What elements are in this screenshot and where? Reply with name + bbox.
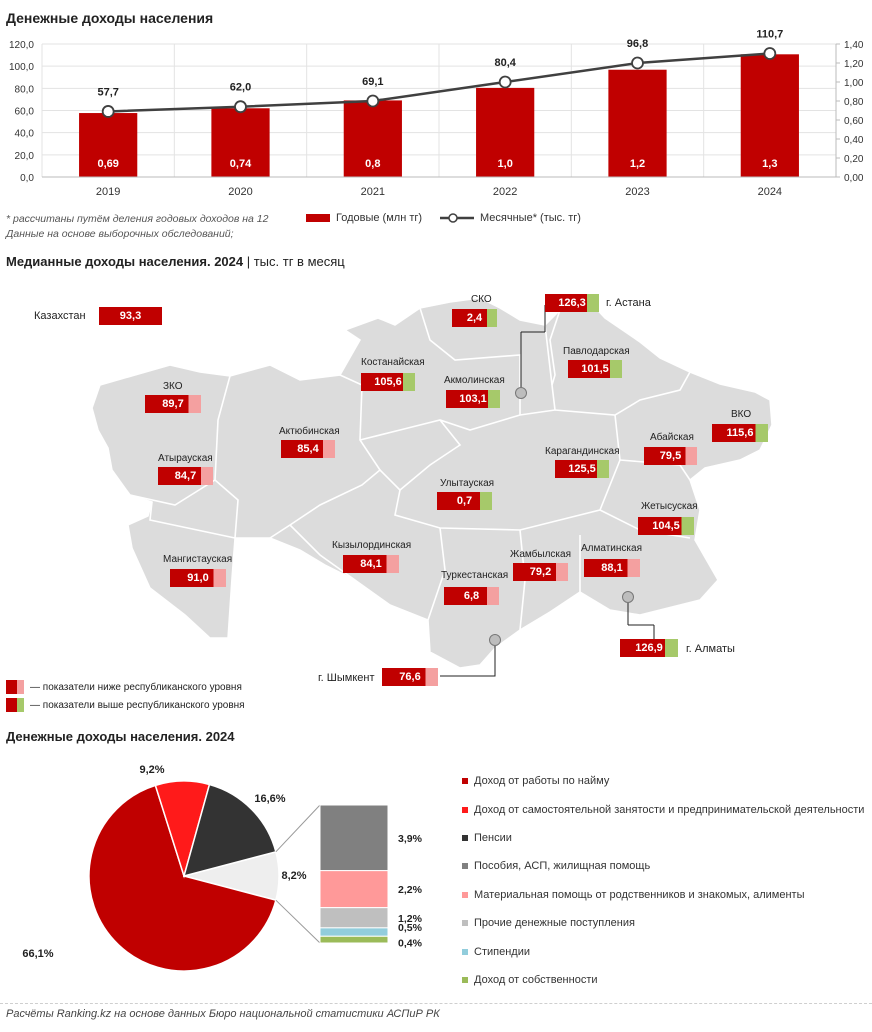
region-zhambyl-label: Жамбылская [510, 549, 571, 560]
region-shymkent-value: 76,6 [382, 668, 438, 686]
region-zhambyl-value: 79,2 [513, 563, 568, 581]
line-data-label: 1,2 [629, 158, 646, 170]
breakdown-segment [320, 871, 388, 908]
shymkent-marker [490, 635, 501, 646]
footer-divider [0, 1003, 872, 1004]
pie-legend-label: Пособия, АСП, жилищная помощь [474, 860, 651, 873]
region-almaty-obl-value: 88,1 [584, 559, 640, 577]
legend-high-swatch [6, 698, 24, 712]
y-tick-label: 120,0 [8, 40, 34, 51]
region-almaty-city-value: 126,9 [620, 639, 678, 657]
pie-legend-item [462, 824, 864, 852]
pie-legend-swatch [462, 835, 468, 841]
bar-data-label: 80,4 [494, 57, 516, 69]
region-vko-value: 115,6 [712, 424, 768, 442]
y-tick-label: 80,0 [14, 84, 34, 96]
line-data-label: 1,0 [497, 158, 513, 170]
y-tick-label: 40,0 [14, 128, 34, 140]
breakdown-segment [320, 928, 388, 936]
map-title-rest: | тыс. тг в месяц [243, 254, 345, 269]
pie-legend-swatch [462, 977, 468, 983]
bar-data-label: 110,7 [756, 30, 784, 41]
pie-legend-item [462, 966, 864, 994]
region-abai-value: 79,5 [644, 447, 697, 465]
pie-legend-label: Стипендии [474, 945, 530, 958]
region-zhetysu-label: Жетысуская [641, 501, 698, 512]
region-pavlodar-label: Павлодарская [563, 346, 630, 357]
legend-high [6, 698, 245, 712]
x-tick-label: 2023 [625, 186, 650, 198]
map-title [6, 254, 345, 269]
pie-legend-swatch [462, 807, 468, 813]
pie-legend-label: Доход от работы по найму [474, 775, 610, 788]
legend-low [6, 680, 242, 694]
pie-slice-label: 16,6% [254, 793, 286, 805]
pie-connector [276, 900, 320, 943]
x-tick-label: 2024 [757, 186, 783, 198]
legend-high-label: — показатели выше республиканского уровня [30, 699, 245, 711]
pie-legend [462, 767, 864, 994]
region-mangistau-value: 91,0 [170, 569, 226, 587]
region-karaganda-label: Карагандинская [545, 446, 620, 457]
region-shymkent-label: г. Шымкент [318, 672, 375, 684]
region-astana-label: г. Астана [606, 297, 651, 309]
line-point [235, 101, 246, 112]
x-tick-label: 2020 [228, 186, 253, 198]
y2-tick-label: 1,20 [844, 59, 864, 70]
region-almaty-city-label: г. Алматы [686, 643, 735, 655]
pie-legend-swatch [462, 778, 468, 784]
pie-slice-label: 8,2% [281, 870, 307, 882]
region-mangistau-label: Мангистауская [163, 554, 233, 565]
bar-legend-swatch [306, 214, 330, 222]
pie-legend-label: Пенсии [474, 831, 512, 844]
legend-low-swatch [6, 680, 24, 694]
region-pavlodar-value: 101,5 [568, 360, 622, 378]
breakdown-label: 0,5% [398, 922, 422, 935]
legend-low-label: — показатели ниже республиканского уровня [30, 681, 242, 693]
line-point [103, 106, 114, 117]
region-akmola-label: Акмолинская [444, 375, 505, 386]
footnote-1: * рассчитаны путём деления годовых доходов на 12 [6, 213, 269, 225]
line-point [500, 77, 511, 88]
region-zko-value: 89,7 [145, 395, 201, 413]
region-kyzylorda-label: Кызылординская [332, 540, 412, 551]
region-abai-label: Абайская [650, 432, 694, 443]
breakdown-label: 3,9% [398, 832, 422, 845]
line-legend [440, 212, 581, 224]
y2-tick-label: 1,00 [844, 78, 864, 89]
breakdown-label: 1,2% [398, 912, 422, 925]
x-tick-label: 2019 [95, 186, 121, 198]
pie-legend-swatch [462, 949, 468, 955]
breakdown-label: 2,2% [398, 884, 422, 897]
pie-slice-label: 9,2% [139, 764, 165, 776]
region-karaganda-value: 125,5 [555, 460, 609, 478]
pie-legend-swatch [462, 892, 468, 898]
footnote-2: Данные на основе выборочных обследований; [6, 228, 234, 240]
y-tick-label: 0,0 [20, 173, 34, 184]
region-zhetysu-value: 104,5 [638, 517, 694, 535]
region-vko-label: ВКО [731, 409, 752, 420]
line-data-label: 1,3 [762, 158, 778, 170]
x-tick-label: 2022 [492, 186, 518, 198]
y-tick-label: 60,0 [14, 106, 34, 118]
region-aktobe-value: 85,4 [281, 440, 335, 458]
pie-legend-item [462, 881, 864, 909]
y-tick-label: 100,0 [8, 62, 34, 74]
line-legend-label: Месячные* (тыс. тг) [480, 212, 581, 224]
breakdown-label: 0,4% [398, 937, 422, 950]
bar-data-label: 57,7 [97, 86, 119, 99]
bar-legend-label: Годовые (млн тг) [336, 212, 423, 224]
breakdown-segment [320, 936, 388, 943]
region-atyrau-value: 84,7 [158, 467, 213, 485]
almaty-marker [623, 592, 634, 603]
pie-legend-label: Прочие денежные поступления [474, 917, 635, 930]
bar-data-label: 69,1 [362, 76, 384, 88]
bar-data-label: 96,8 [626, 38, 649, 50]
region-sko-label: СКО [471, 294, 492, 305]
pie-legend-swatch [462, 920, 468, 926]
y2-tick-label: 0,20 [844, 154, 864, 165]
region-turkestan-label: Туркестанская [441, 570, 509, 581]
bar-data-label: 62,0 [229, 81, 252, 94]
region-kostanay-label: Костанайская [361, 357, 425, 368]
astana-marker [516, 388, 527, 399]
region-almaty-obl-label: Алматинская [581, 543, 642, 554]
pie-legend-label: Доход от самостоятельной занятости и предпринимательской деятельности [474, 803, 865, 816]
region-kostanay-value: 105,6 [361, 373, 415, 391]
pie-legend-item [462, 852, 864, 880]
pie-legend-swatch [462, 863, 468, 869]
pie-legend-item [462, 909, 864, 937]
pie-title: Денежные доходы населения. 2024 [6, 729, 235, 744]
breakdown-segment [320, 805, 388, 871]
line-data-label: 0,74 [229, 158, 252, 170]
income-structure-pie [0, 760, 455, 1000]
region-zko-label: ЗКО [163, 381, 183, 392]
y2-tick-label: 0,80 [844, 97, 864, 108]
line-data-label: 0,69 [97, 158, 119, 170]
line-point [367, 96, 378, 107]
region-ulytau-value: 0,7 [437, 492, 492, 510]
income-combo-chart [0, 30, 872, 240]
pie-legend-label: Материальная помощь от родственников и знакомых, алименты [474, 888, 805, 901]
y-tick-label: 20,0 [14, 150, 34, 162]
region-turkestan-value: 6,8 [444, 587, 499, 605]
chart-title: Денежные доходы населения [6, 10, 214, 26]
region-kyzylorda-value: 84,1 [343, 555, 399, 573]
region-ulytau-label: Улытауская [440, 478, 495, 489]
pie-legend-label: Доход от собственности [474, 973, 598, 986]
kz-label: Казахстан [34, 310, 86, 322]
line-legend-marker [440, 213, 474, 223]
pie-connector [276, 805, 320, 852]
y2-tick-label: 0,40 [844, 135, 864, 146]
y2-tick-label: 0,60 [844, 116, 864, 127]
map-title-bold: Медианные доходы населения. 2024 [6, 254, 244, 269]
breakdown-segment [320, 908, 388, 928]
region-akmola-value: 103,1 [446, 390, 500, 408]
line-data-label: 0,8 [365, 158, 381, 170]
x-tick-label: 2021 [360, 186, 386, 198]
footer-source: Расчёты Ranking.kz на основе данных Бюро национальной статистики АСПиР РК [6, 1008, 440, 1020]
y2-tick-label: 1,40 [844, 40, 864, 51]
pie-legend-item [462, 937, 864, 965]
kz-badge: 93,3 [99, 307, 162, 325]
kazakhstan-map [0, 280, 872, 710]
pie-slice-label: 66,1% [22, 948, 54, 960]
bar-legend [306, 212, 422, 224]
region-aktobe-label: Актюбинская [279, 426, 340, 437]
y2-tick-label: 0,00 [844, 173, 864, 184]
pie-legend-item [462, 767, 864, 795]
region-sko-value: 2,4 [452, 309, 497, 327]
pie-legend-item [462, 795, 864, 823]
line-point [764, 48, 775, 59]
region-atyrau-label: Атырауская [158, 453, 213, 464]
region-astana-value: 126,3 [545, 294, 599, 312]
line-point [632, 58, 643, 69]
